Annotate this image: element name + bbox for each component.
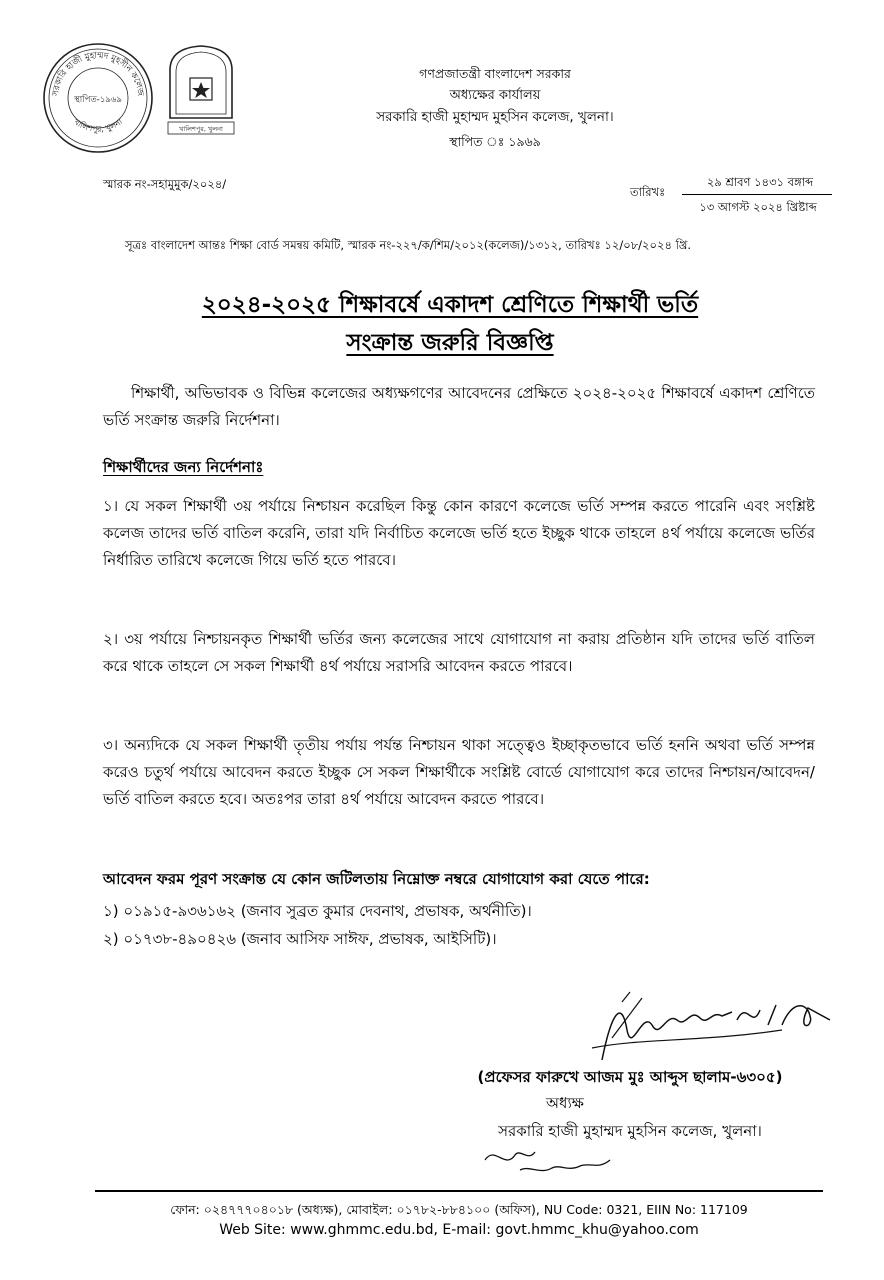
instruction-point-1: ১। যে সকল শিক্ষার্থী ৩য় পর্যায়ে নিশ্চায়ন করেছিল কিন্তু কোন কারণে কলেজে ভর্তি সম্পন্ন করতে পারেনি এবং সংশ্লিষ্ট কলেজ তাদের ভর্তি বাতিল করেনি, তারা যদি নির্বাচিত কলেজে ভর্তি হতে ইচ্ছুক থাকে তাহলে ৪র্থ পর্যায়ে কলেজে ভর্তির নির্ধারিত তারিখে কলেজে গিয়ে ভর্তি হতে পারবে।	[103, 497, 815, 569]
logo-caption: খালিশপুর, খুলনা	[179, 125, 223, 133]
seal-center-text: স্থাপিত-১৯৬৯	[74, 95, 122, 105]
contact-heading: আবেদন ফরম পূরণ সংক্রান্ত যে কোন জটিলতায় নিম্নোক্ত নম্বরে যোগাযোগ করা যেতে পারে:	[103, 870, 650, 888]
college-round-seal	[40, 40, 156, 156]
svg-text:খালিশপুর, খুলনা	[72, 117, 125, 134]
header-office: অধ্যক্ষের কার্যালয়	[449, 88, 541, 103]
instruction-point-3: ৩। অন্যদিকে যে সকল শিক্ষার্থী তৃতীয় পর্যায় পর্যন্ত নিশ্চায়ন থাকা সত্ত্বেও ইচ্ছাকৃতভাবে ভর্তি হননি অথবা ভর্তি সম্পন্ন করেও চতুর্থ পর্যায়ে আবেদন করতে ইচ্ছুক সে সকল শিক্ষার্থীকে সংশ্লিষ্ট বোর্ডে যোগাযোগ করে তাদের নিশ্চায়ন/আবেদন/ভর্তি বাতিল করতে হবে। অতঃপর তারা ৪র্থ পর্যায়ে আবেদন করতে পারবে।	[103, 736, 815, 808]
handwritten-initial	[480, 1140, 620, 1182]
signatory-name: (প্রফেসর ফারুখে আজম মুঃ আব্দুস ছালাম-৬৩০৫)	[477, 1068, 783, 1086]
date-bangla: ২৯ শ্রাবণ ১৪৩১ বঙ্গাব্দ	[706, 175, 814, 189]
intro-paragraph: শিক্ষার্থী, অভিভাবক ও বিভিন্ন কলেজের অধ্যক্ষগণের আবেদনের প্রেক্ষিতে ২০২৪-২০২৫ শিক্ষাবর্ষে একাদশ শ্রেণিতে ভর্তি সংক্রান্ত জরুরি নির্দেশনা।	[103, 384, 815, 429]
seal-arc-top-text: সরকারি হাজী মুহাম্মদ মুহসীন কলেজ	[50, 50, 146, 97]
header-college: সরকারি হাজী মুহাম্মদ মুহসিন কলেজ, খুলনা।	[376, 109, 614, 125]
footer-divider	[95, 1190, 823, 1192]
footer-web-line: Web Site: www.ghmmc.edu.bd, E-mail: govt.hmmc_khu@yahoo.com	[219, 1222, 699, 1238]
seal-arc-bottom-text: খালিশপুর, খুলনা	[71, 117, 125, 134]
memo-number: স্মারক নং-সহামুমুক/২০২৪/	[103, 177, 227, 191]
signatory-designation: অধ্যক্ষ	[546, 1094, 584, 1112]
star-icon	[192, 82, 210, 98]
instructions-heading: শিক্ষার্থীদের জন্য নির্দেশনাঃ	[103, 458, 264, 476]
instruction-point-2: ২। ৩য় পর্যায়ে নিশ্চায়নকৃত শিক্ষার্থী ভর্তির জন্য কলেজের সাথে যোগাযোগ না করায় প্রতিষ্ঠান যদি তাদের ভর্তি বাতিল করে থাকে তাহলে সে সকল শিক্ষার্থী ৪র্থ পর্যায়ে সরাসরি আবেদন করতে পারবে।	[103, 630, 815, 675]
date-divider	[682, 194, 832, 195]
contact-item-1: ১) ০১৯১৫-৯৩৬১৬২ (জনাব সুব্রত কুমার দেবনাথ, প্রভাষক, অর্থনীতি)।	[103, 902, 532, 920]
notice-title-line-2: সংক্রান্ত জরুরি বিজ্ঞপ্তি	[346, 330, 554, 356]
svg-text:সরকারি হাজী মুহাম্মদ মুহসীন কল	[51, 51, 145, 98]
contact-item-2: ২) ০১৭৩৮-৪৯০৪২৬ (জনাব আসিফ সাঈফ, প্রভাষক, আইসিটি)।	[103, 930, 497, 948]
date-label: তারিখঃ	[630, 185, 666, 199]
date-english: ১৩ আগস্ট ২০২৪ খ্রিষ্টাব্দ	[699, 200, 817, 214]
footer-contact-line: ফোন: ০২৪৭৭৭০৪০১৮ (অধ্যক্ষ), মোবাইল: ০১৭৮২-৮৮৪১০০ (অফিস), NU Code: 0321, EIIN No: 117109	[170, 1202, 748, 1217]
notice-title-line-1: ২০২৪-২০২৫ শিক্ষাবর্ষে একাদশ শ্রেণিতে শিক্ষার্থী ভর্তি	[201, 292, 699, 318]
principal-signature	[582, 990, 842, 1070]
college-logo	[160, 40, 242, 140]
signatory-college: সরকারি হাজী মুহাম্মদ মুহসিন কলেজ, খুলনা।	[498, 1122, 762, 1140]
header-established: স্থাপিত ঃ ১৯৬৯	[449, 134, 541, 149]
reference-line: সূত্রঃ বাংলাদেশ আন্তঃ শিক্ষা বোর্ড সমন্বয় কমিটি, স্মারক নং-২২৭/ক/শিম/২০১২(কলেজ)/১৩১২, তারিখঃ ১২/০৮/২০২৪ খ্রি.	[125, 238, 692, 252]
header-government: গণপ্রজাতন্ত্রী বাংলাদেশ সরকার	[419, 66, 571, 81]
